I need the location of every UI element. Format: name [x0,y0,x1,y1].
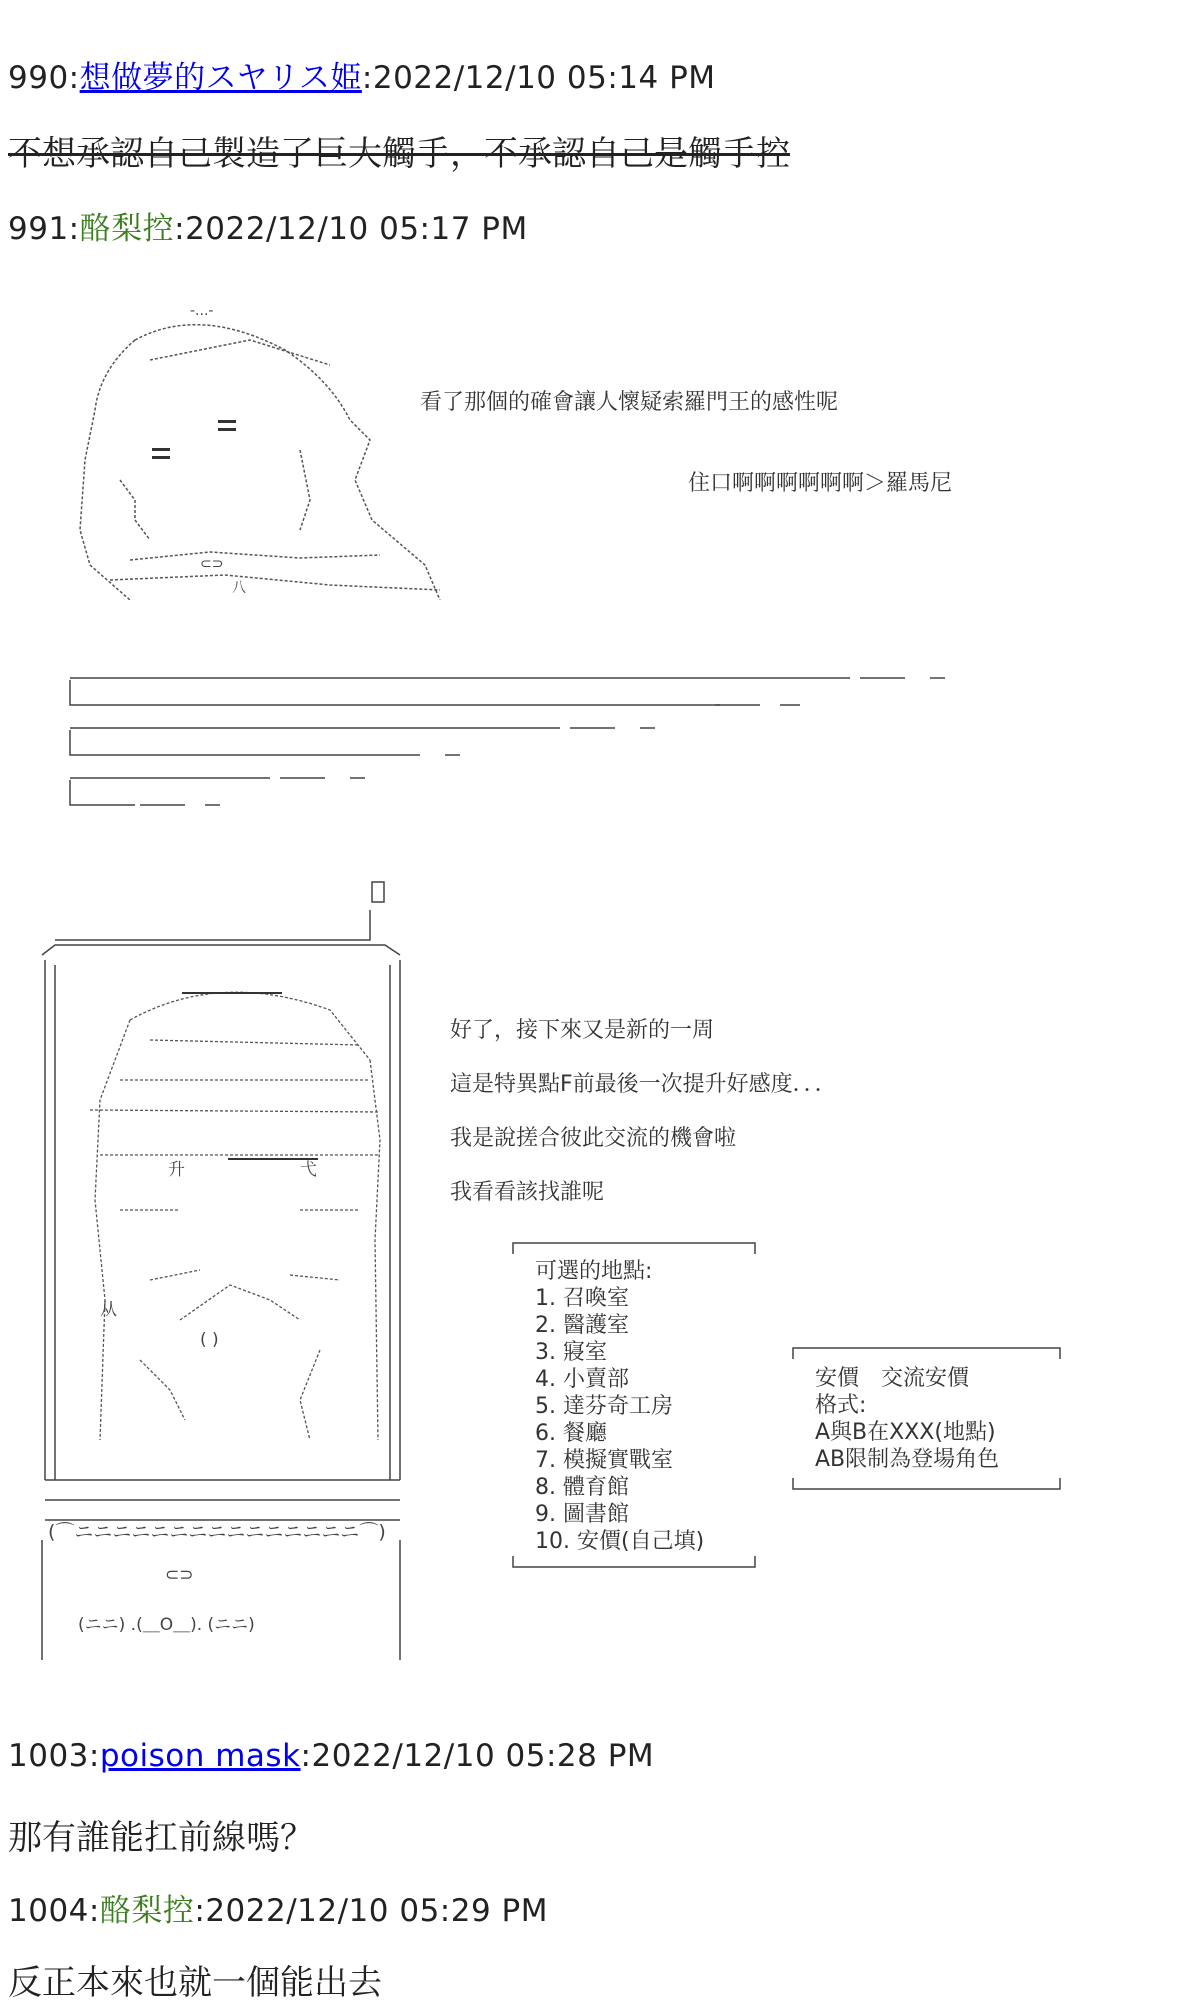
location-item: 8. 體育館 [535,1475,629,1500]
author-link[interactable]: poison mask [99,1738,301,1774]
dialog-line-3: 我是說搓合彼此交流的機會啦 [450,1126,737,1151]
location-list [535,1258,704,1555]
svg-text:-...-: -...- [190,303,214,319]
speech-line-2: 住口啊啊啊啊啊啊＞羅馬尼 [688,471,953,496]
post-header-1003 [8,1738,654,1774]
separator: : [88,1738,100,1774]
separator: : [361,60,373,96]
ascii-art-character-1 [0,300,460,600]
location-item: 6. 餐廳 [535,1421,607,1446]
dialog-line-1: 好了，接下來又是新的一周 [450,1018,715,1043]
post-body-1003: 那有誰能扛前線嗎？ [8,1818,314,1858]
location-item: 7. 模擬實戰室 [535,1448,673,1473]
rules-line: AB限制為登場角色 [815,1447,1000,1472]
timestamp: 2022/12/10 05:17 PM [185,211,528,247]
post-number: 1003 [8,1738,89,1774]
timestamp: 2022/12/10 05:29 PM [205,1893,548,1929]
separator: : [88,1893,100,1929]
post-number: 991 [8,211,69,247]
rules-line: 格式: [815,1393,867,1418]
location-item: 2. 醫護室 [535,1313,629,1338]
svg-text:升: 升 [168,1160,185,1180]
svg-text:⊂⊃: ⊂⊃ [165,1565,194,1585]
ascii-art-character-2 [0,880,420,1670]
rules-line: A與B在XXX(地點) [815,1420,996,1445]
speech-line-1: 看了那個的確會讓人懷疑索羅門王的感性呢 [420,390,839,415]
post-body-1004: 反正本來也就一個能出去 [8,1963,382,2003]
rules-line: 安價 交流安價 [815,1366,970,1391]
svg-text:(ニニ) .(＿O＿). (ニニ): (ニニ) .(＿O＿). (ニニ) [78,1615,255,1635]
svg-text:弋: 弋 [300,1160,317,1180]
author-name: 酪梨控 [79,211,175,247]
post-number: 1004 [8,1893,89,1929]
location-item: 5. 達芬奇工房 [535,1394,673,1419]
location-item: 1. 召喚室 [535,1286,629,1311]
author-link[interactable]: 想做夢的スヤリス姫 [79,60,362,96]
location-item: 9. 圖書館 [535,1502,629,1527]
post-number: 990 [8,60,69,96]
location-item: 10. 安價(自己填) [535,1529,705,1554]
svg-text:从: 从 [100,1300,117,1320]
separator: : [300,1738,312,1774]
separator: : [174,211,186,247]
location-item: 4. 小賣部 [535,1367,629,1392]
svg-text:⊂⊃: ⊂⊃ [200,556,224,572]
svg-text:八: 八 [232,580,246,596]
separator: : [68,60,80,96]
post-body-990: 不想承認自己製造了巨大觸手，不承認自己是觸手控 [8,134,790,174]
location-item: 3. 寢室 [535,1340,607,1365]
author-name: 酪梨控 [99,1893,195,1929]
post-header-991 [8,203,528,248]
rules-list [815,1365,999,1473]
separator: : [68,211,80,247]
post-header-1004 [8,1885,548,1930]
separator: : [194,1893,206,1929]
svg-text:(⌒ニニニニニニニニニニニニニニニ⌒): (⌒ニニニニニニニニニニニニニニニ⌒) [48,1521,386,1543]
dialog-line-4: 我看看該找誰呢 [450,1180,605,1205]
stepped-bracket-lines [0,660,1000,820]
location-list-title: 可選的地點: [535,1259,653,1284]
timestamp: 2022/12/10 05:14 PM [372,60,716,96]
timestamp: 2022/12/10 05:28 PM [311,1738,655,1774]
post-header-990 [8,52,716,97]
dialog-line-2: 這是特異點F前最後一次提升好感度．．． [450,1072,837,1097]
svg-text:( ): ( ) [200,1330,219,1350]
